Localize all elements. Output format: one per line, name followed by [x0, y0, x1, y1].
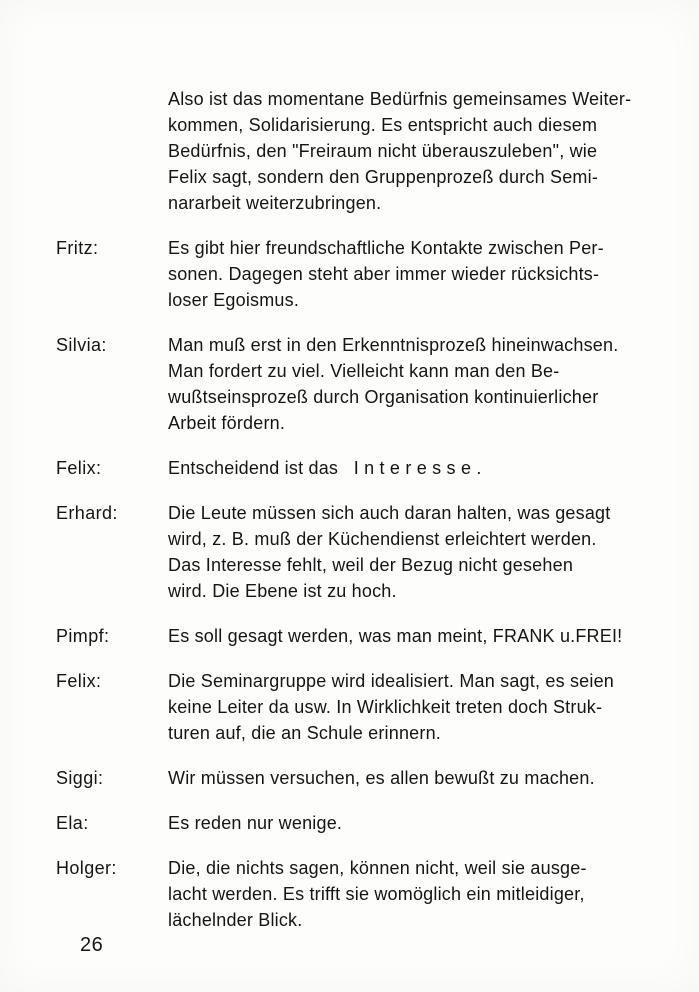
text-line: Es reden nur wenige.	[168, 813, 343, 833]
text-line: Die Leute müssen sich auch daran halten, was gesagt	[168, 503, 611, 523]
dialogue-block-erhard	[56, 500, 665, 604]
dialogue-block-fritz	[56, 235, 665, 313]
speaker-label: Ela:	[56, 813, 89, 833]
text-line: wird. Die Ebene ist zu hoch.	[168, 581, 397, 601]
text-line: Die, die nichts sagen, können nicht, weil sie ausge-	[168, 858, 587, 878]
speech-text	[168, 810, 665, 836]
speech-text	[168, 332, 665, 436]
speaker-label: Pimpf:	[56, 626, 110, 646]
text-line: Bedürfnis, den "Freiraum nicht überauszuleben", wie	[168, 141, 598, 161]
dialogue-block-felix-1	[56, 455, 665, 481]
speaker-label: Holger:	[56, 858, 117, 878]
speech-text	[168, 86, 665, 216]
text-line: Entscheidend ist das I n t e r e s s e .	[168, 458, 482, 478]
speech-text	[168, 623, 665, 649]
text-line: loser Egoismus.	[168, 290, 300, 310]
dialogue-block-felix-2	[56, 668, 665, 746]
text-line: Das Interesse fehlt, weil der Bezug nicht gesehen	[168, 555, 574, 575]
speaker-label: Felix:	[56, 671, 102, 691]
speaker-label: Fritz:	[56, 238, 99, 258]
speech-text	[168, 235, 665, 313]
text-line: sonen. Dagegen steht aber immer wieder rücksichts-	[168, 264, 600, 284]
text-line: Es gibt hier freundschaftliche Kontakte zwischen Per-	[168, 238, 604, 258]
speaker-label: Felix:	[56, 458, 102, 478]
text-line: Also ist das momentane Bedürfnis gemeinsames Weiter-	[168, 89, 632, 109]
page-number: 26	[80, 934, 104, 956]
speech-text	[168, 855, 665, 933]
dialogue-block-siggi	[56, 765, 665, 791]
speaker-label: Siggi:	[56, 768, 104, 788]
text-line: turen auf, die an Schule erinnern.	[168, 723, 441, 743]
text-line: kommen, Solidarisierung. Es entspricht auch diesem	[168, 115, 598, 135]
text-line: lacht werden. Es trifft sie womöglich ein mitleidiger,	[168, 884, 585, 904]
speaker-label: Erhard:	[56, 503, 118, 523]
text-line: wußtseinsprozeß durch Organisation kontinuierlicher	[168, 387, 599, 407]
text-line: Felix sagt, sondern den Gruppenprozeß durch Semi-	[168, 167, 599, 187]
text-line: lächelnder Blick.	[168, 910, 303, 930]
dialogue-block-pimpf	[56, 623, 665, 649]
text-line: Es soll gesagt werden, was man meint, FRANK u.FREI!	[168, 626, 623, 646]
text-line: Man fordert zu viel. Vielleicht kann man den Be-	[168, 361, 560, 381]
speech-text	[168, 765, 665, 791]
intro-paragraph	[56, 86, 665, 216]
dialogue-block-silvia	[56, 332, 665, 436]
dialogue-transcript	[56, 86, 665, 952]
text-line: Arbeit fördern.	[168, 413, 286, 433]
text-line: wird, z. B. muß der Küchendienst erleichtert werden.	[168, 529, 597, 549]
text-line: Man muß erst in den Erkenntnisprozeß hineinwachsen.	[168, 335, 619, 355]
speech-text	[168, 455, 665, 481]
speech-text	[168, 668, 665, 746]
text-line: nararbeit weiterzubringen.	[168, 193, 382, 213]
dialogue-block-holger	[56, 855, 665, 933]
text-line: keine Leiter da usw. In Wirklichkeit treten doch Struk-	[168, 697, 603, 717]
speaker-label: Silvia:	[56, 335, 107, 355]
dialogue-block-ela	[56, 810, 665, 836]
text-line: Wir müssen versuchen, es allen bewußt zu machen.	[168, 768, 595, 788]
speech-text	[168, 500, 665, 604]
text-line: Die Seminargruppe wird idealisiert. Man sagt, es seien	[168, 671, 615, 691]
